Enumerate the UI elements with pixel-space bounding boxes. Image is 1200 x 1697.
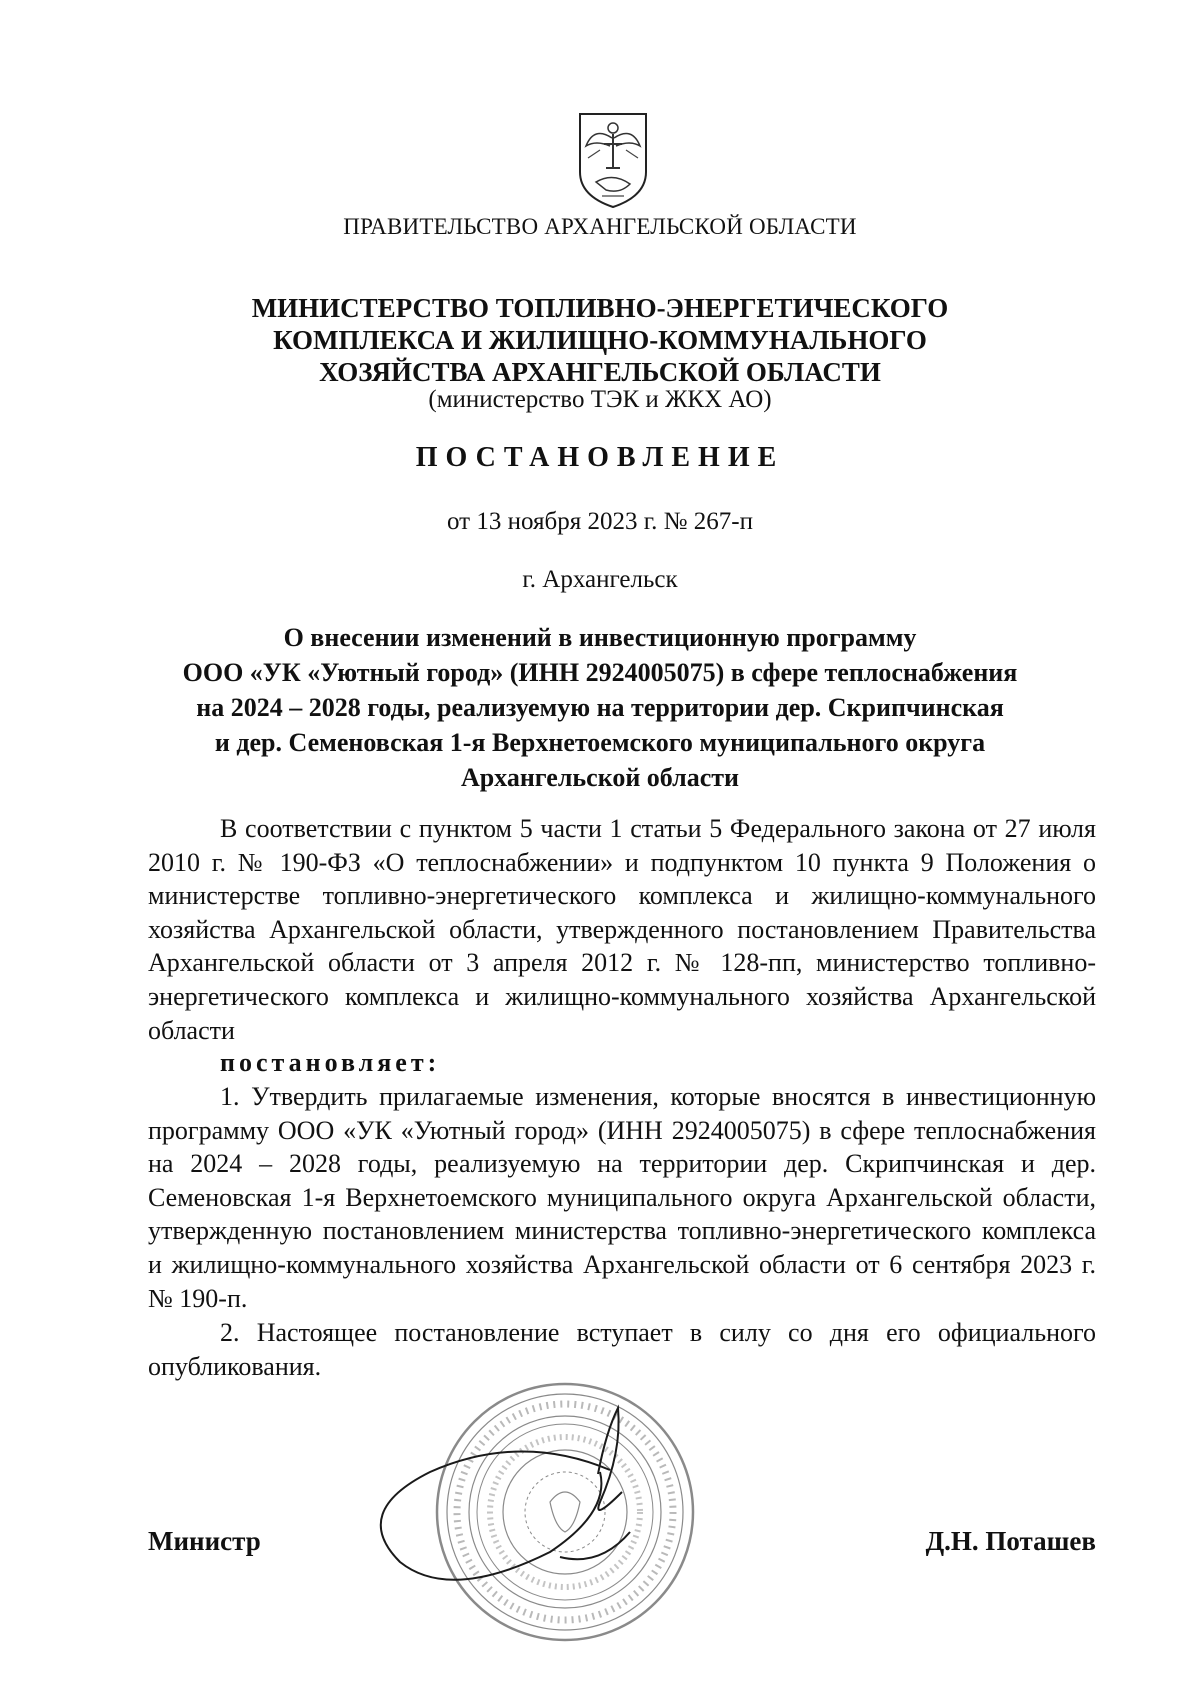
ministry-name (0, 292, 1200, 388)
subject-line: и дер. Семеновская 1-я Верхнетоемского муниципального округа (214, 728, 986, 757)
ministry-line: МИНИСТЕРСТВО ТОПЛИВНО-ЭНЕРГЕТИЧЕСКОГО (251, 293, 949, 323)
signature-title: Министр (148, 1526, 261, 1556)
government-name: ПРАВИТЕЛЬСТВО АРХАНГЕЛЬСКОЙ ОБЛАСТИ (343, 214, 857, 239)
ministry-short-name: (министерство ТЭК и ЖКХ АО) (428, 386, 772, 413)
signature-name: Д.Н. Поташев (925, 1526, 1096, 1556)
decree-word: постановляет: (220, 1048, 441, 1077)
subject-line: О внесении изменений в инвестиционную программу (283, 623, 917, 652)
subject-line: ООО «УК «Уютный город» (ИНН 2924005075) в сфере теплоснабжения (182, 658, 1018, 687)
item-1-paragraph: 1. Утвердить прилагаемые изменения, которые вносятся в инвестиционную программу ООО «УК «Уютный город» (ИНН 2924005075) в сфере теплоснабжения на 2024 – 2028 годы, реализуемую на территории дер. Скрипчинская и дер. Семеновская 1-я Верхнетоемского муниципального округа Архангельской области, утвержденную постановлением министерства топливно-энергетического комплекса и жилищно-коммунального хозяйства Архангельской области от 6 сентября 2023 г. № 190-п. (148, 1082, 1096, 1313)
subject-line: на 2024 – 2028 годы, реализуемую на территории дер. Скрипчинская (196, 693, 1004, 722)
ministry-line: КОМПЛЕКСА И ЖИЛИЩНО-КОММУНАЛЬНОГО (273, 325, 927, 355)
subject-line: Архангельской области (460, 763, 740, 792)
document-subject (0, 620, 1200, 795)
ministry-line: ХОЗЯЙСТВА АРХАНГЕЛЬСКОЙ ОБЛАСТИ (319, 357, 881, 387)
intro-paragraph: В соответствии с пунктом 5 части 1 статьи 5 Федерального закона от 27 июля 2010 г. № 190-ФЗ «О теплоснабжении» и подпунктом 10 пункта 9 Положения о министерстве топливно-энергетического комплекса и жилищно-коммунального хозяйства Архангельской области, утвержденного постановлением Правительства Архангельской области от 3 апреля 2012 г. № 128-пп, министерство топливно-энергетического комплекса и жилищно-коммунального хозяйства Архангельской области (148, 814, 1096, 1045)
document-city: г. Архангельск (522, 566, 678, 593)
official-seal-stamp (360, 1352, 700, 1672)
document-date-number: от 13 ноября 2023 г. № 267-п (447, 508, 753, 535)
item-2-paragraph: 2. Настоящее постановление вступает в силу со дня его официального опубликования. (148, 1318, 1096, 1381)
coat-of-arms-emblem (576, 110, 650, 210)
document-type: ПОСТАНОВЛЕНИЕ (415, 442, 785, 473)
